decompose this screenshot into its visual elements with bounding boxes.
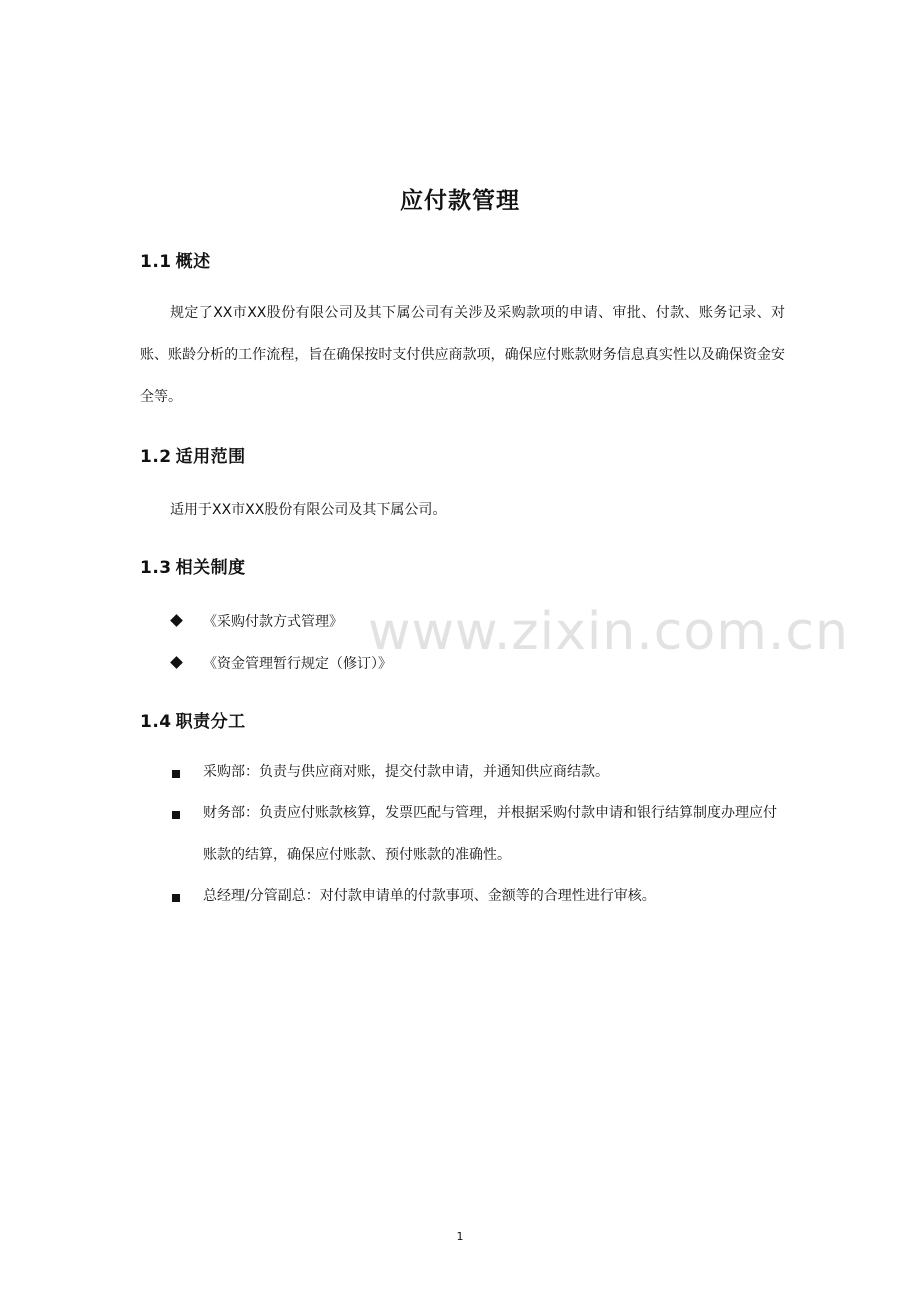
square-bullet-icon <box>172 770 180 778</box>
section-number: 1.2 <box>140 447 172 467</box>
section-title: 相关制度 <box>175 558 246 578</box>
list-item <box>172 889 783 917</box>
list-item <box>172 611 343 631</box>
watermark: www.zixin.com.cn <box>368 602 849 662</box>
document-title: 应付款管理 <box>400 188 520 214</box>
list-item-text: 采购部：负责与供应商对账，提交付款申请，并通知供应商结款。 <box>203 764 609 780</box>
list-item-text: 《资金管理暂行规定（修订）》 <box>203 656 392 672</box>
page-number: 1 <box>456 1230 464 1243</box>
diamond-bullet-icon <box>170 656 183 669</box>
list-item-text: 总经理/分管副总：对付款申请单的付款事项、金额等的合理性进行审核。 <box>203 888 656 904</box>
list-item <box>172 653 392 673</box>
list-item <box>172 806 783 876</box>
scope-paragraph: 适用于XX市XX股份有限公司及其下属公司。 <box>170 502 447 518</box>
section-number: 1.4 <box>140 712 172 732</box>
section-heading-related <box>140 553 246 578</box>
overview-paragraph: 规定了XX市XX股份有限公司及其下属公司有关涉及采购款项的申请、审批、付款、账务记录、对账、账龄分析的工作流程，旨在确保按时支付供应商款项，确保应付账款财务信息真实性以及确保资金安全等。 <box>140 305 785 405</box>
section-heading-responsibilities <box>140 707 246 732</box>
section-heading-scope <box>140 442 246 467</box>
list-item-text: 《采购付款方式管理》 <box>203 614 343 630</box>
section-title: 职责分工 <box>175 712 246 732</box>
section-number: 1.1 <box>140 252 172 272</box>
list-item-text: 财务部：负责应付账款核算，发票匹配与管理，并根据采购付款申请和银行结算制度办理应付账款的结算，确保应付账款、预付账款的准确性。 <box>203 805 777 863</box>
section-number: 1.3 <box>140 558 172 578</box>
section-title: 适用范围 <box>175 447 246 467</box>
list-item <box>172 765 783 793</box>
square-bullet-icon <box>172 811 180 819</box>
section-heading-overview <box>140 247 211 272</box>
section-title: 概述 <box>175 252 211 272</box>
diamond-bullet-icon <box>170 614 183 627</box>
square-bullet-icon <box>172 894 180 902</box>
